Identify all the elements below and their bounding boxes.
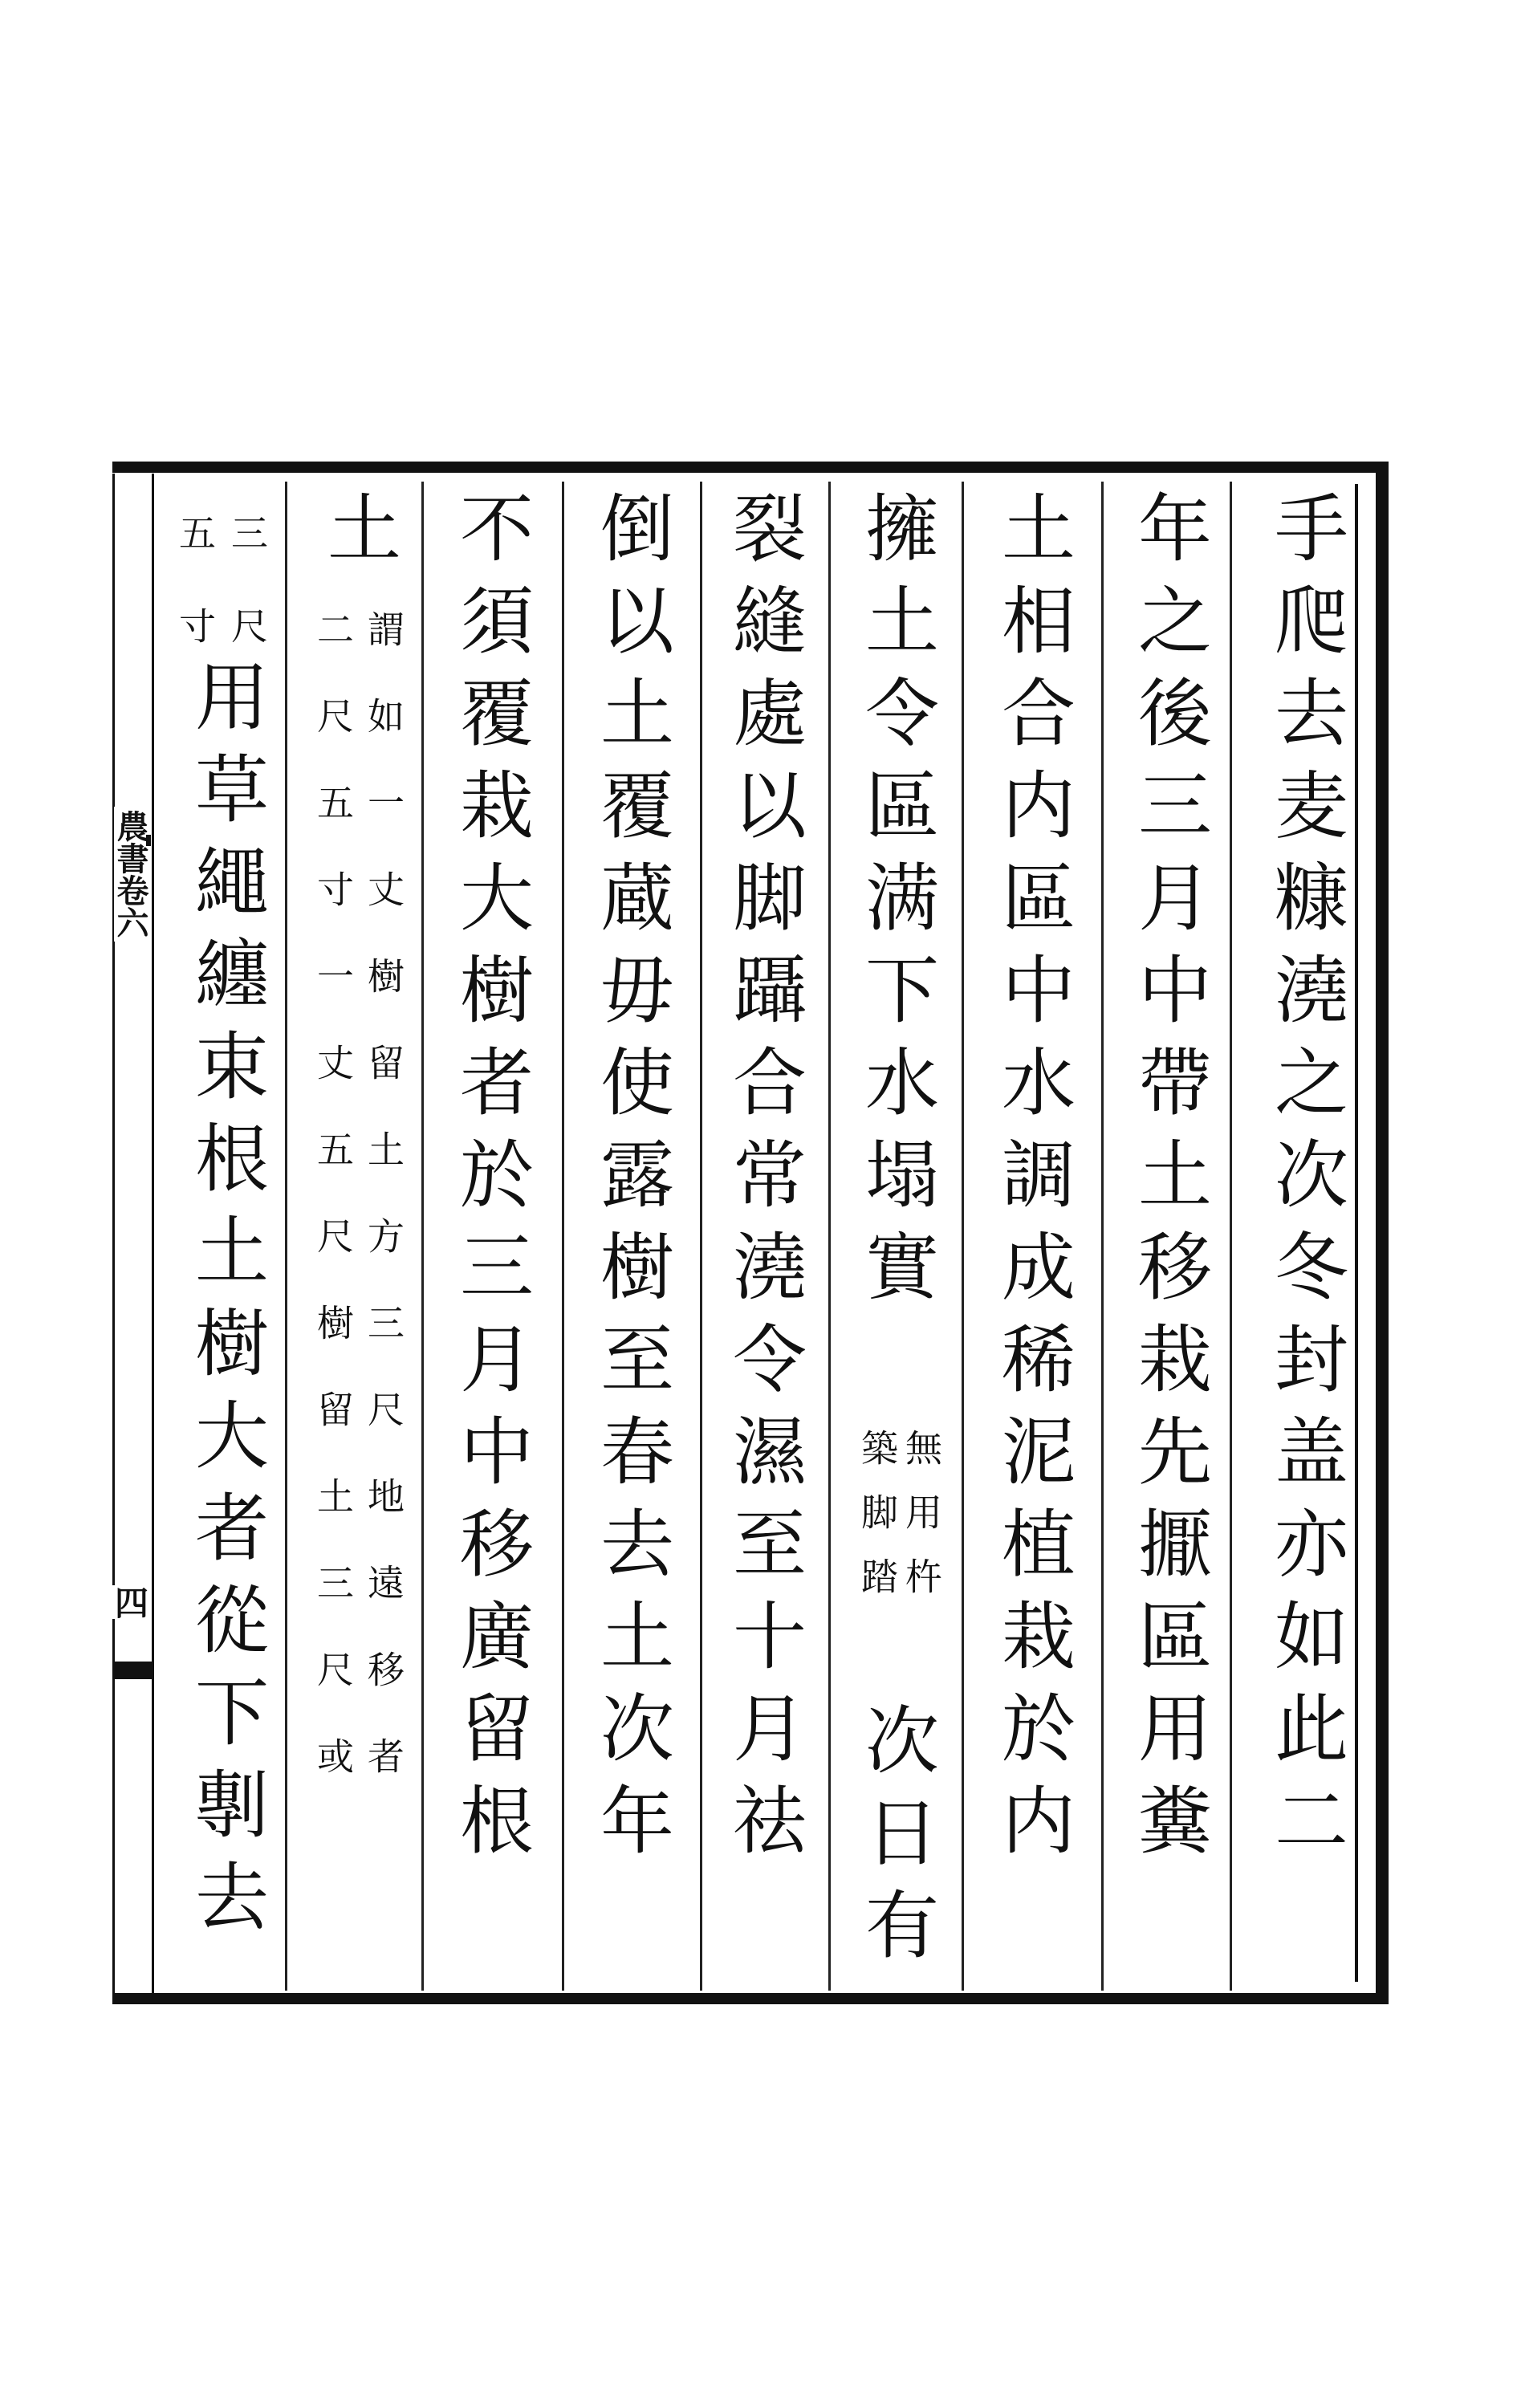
inline-note-right: 三尺 (226, 514, 269, 700)
inline-note-right: 謂如一丈樹留土方三尺地遠移者 (362, 610, 405, 1824)
text-column-4-tail: 次日有 (853, 1702, 939, 1979)
text-column-9: 用草繩纏束根土樹大者從下剸去 (183, 658, 269, 1950)
column-rule (1230, 482, 1232, 1991)
center-fold-gutter (112, 474, 154, 1999)
book-title-vertical: 農書卷六 (114, 807, 146, 942)
inline-note-right: 無用杵 (900, 1429, 943, 1621)
text-column-8-head: 土 (315, 490, 401, 582)
text-column-1: 手爬去麦糠澆之次冬封盖亦如此二 (1263, 490, 1348, 1874)
page-number: 四 (110, 1585, 149, 1619)
column-rule (700, 482, 702, 1991)
column-rule (285, 482, 287, 1991)
inline-note-left: 築脚踏 (856, 1429, 899, 1621)
column-rule (562, 482, 564, 1991)
inline-note-left: 二尺五寸一丈五尺樹留土三尺或 (311, 610, 355, 1824)
column-rule (421, 482, 424, 1991)
frame-inner-rule (1355, 484, 1358, 1982)
text-column-7: 不須覆栽大樹者於三月中移廣留根 (448, 490, 534, 1874)
text-column-5: 裂縫處以脚躡合常澆令濕至十月祛 (721, 490, 807, 1874)
column-rule (962, 482, 964, 1991)
column-rule (828, 482, 831, 1991)
text-column-2: 年之後三月中帶土移栽先擫區用糞 (1126, 490, 1212, 1874)
text-column-4: 擁土令區满下水塌實 (853, 490, 939, 1320)
text-column-3: 土相合内區中水調成稀泥植栽於内 (990, 490, 1076, 1874)
text-column-6: 倒以土覆蔵毋使露樹至春去土次年 (588, 490, 674, 1874)
inline-note-left: 五寸 (173, 514, 217, 700)
fishtail-mark-bottom (114, 1662, 152, 1679)
column-rule (1101, 482, 1104, 1991)
